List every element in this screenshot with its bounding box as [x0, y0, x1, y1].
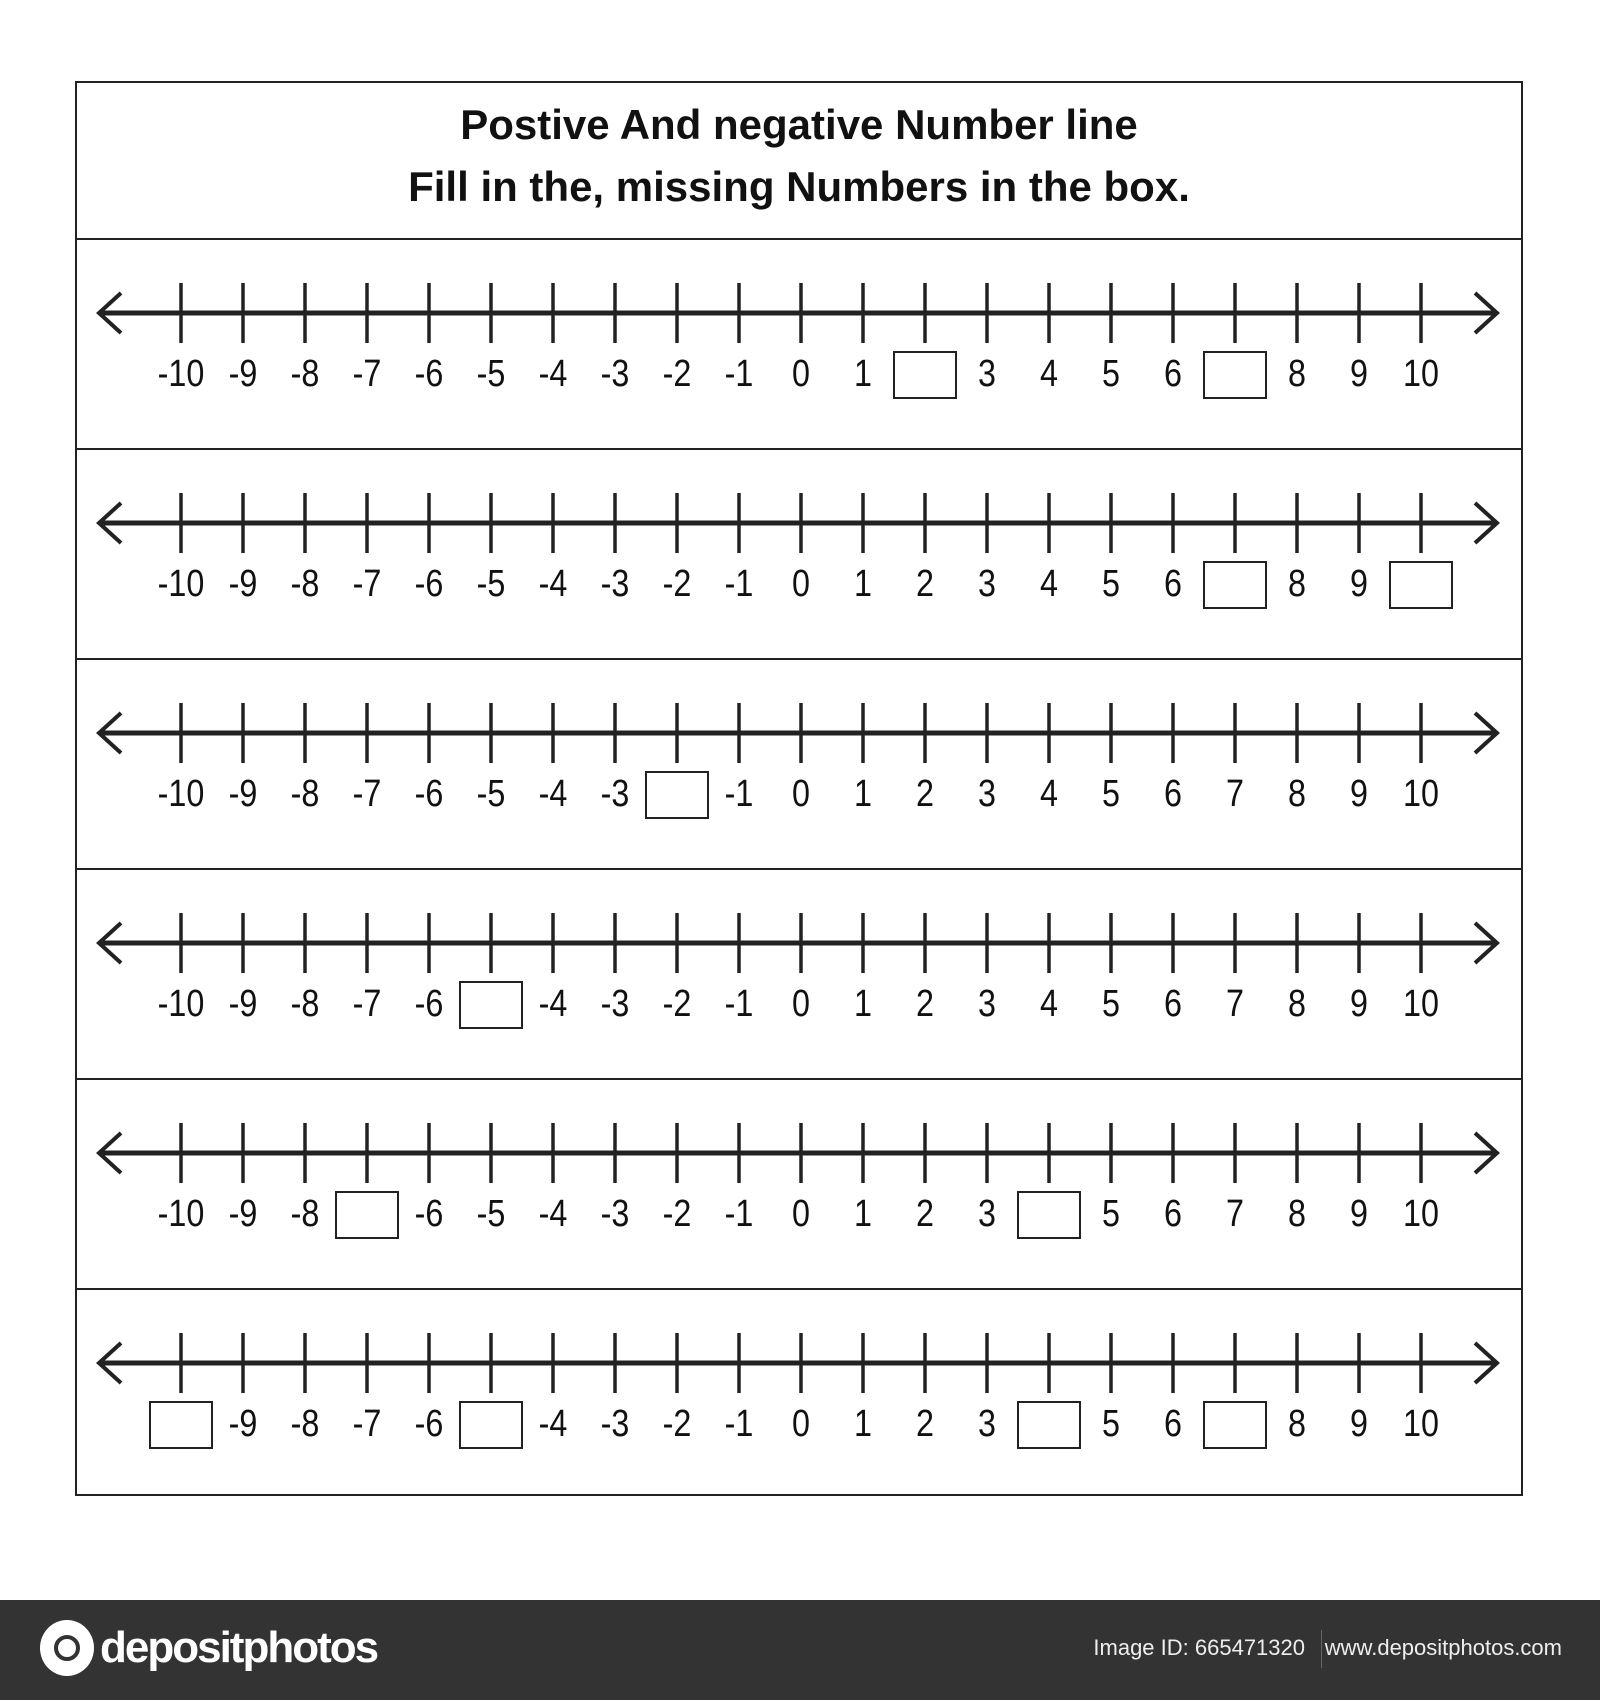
number-line-row [77, 450, 1521, 660]
tick-label: -5 [476, 1193, 506, 1235]
number-line [77, 450, 1521, 560]
tick-label: 8 [1288, 1193, 1306, 1235]
tick-label: 8 [1288, 1403, 1306, 1445]
tick-label: -4 [538, 983, 568, 1025]
tick-label: 1 [854, 353, 872, 395]
tick-label: -7 [352, 773, 382, 815]
tick-label: 6 [1164, 353, 1182, 395]
tick-label: -3 [600, 1193, 630, 1235]
tick-label: 7 [1226, 773, 1244, 815]
tick-label: -4 [538, 1403, 568, 1445]
tick-label: 3 [978, 353, 996, 395]
answer-box[interactable] [1203, 1401, 1267, 1449]
answer-box[interactable] [459, 981, 523, 1029]
tick-label: -2 [662, 563, 692, 605]
tick-label: -10 [157, 773, 205, 815]
tick-label: 10 [1403, 773, 1439, 815]
tick-label: 2 [916, 563, 934, 605]
image-id: Image ID: 665471320 [1093, 1635, 1305, 1660]
tick-label: 8 [1288, 353, 1306, 395]
number-line-row [77, 1290, 1521, 1500]
number-line [77, 870, 1521, 980]
tick-label: -5 [476, 353, 506, 395]
tick-label: 5 [1102, 353, 1120, 395]
tick-label: 9 [1350, 1403, 1368, 1445]
tick-label: -8 [290, 773, 320, 815]
tick-label: 4 [1040, 563, 1058, 605]
tick-label: -4 [538, 353, 568, 395]
footer-divider [1321, 1630, 1322, 1668]
tick-label: -7 [352, 1403, 382, 1445]
tick-label: -8 [290, 563, 320, 605]
tick-label: 2 [916, 1193, 934, 1235]
tick-label: -8 [290, 1193, 320, 1235]
answer-box[interactable] [459, 1401, 523, 1449]
tick-label: -7 [352, 563, 382, 605]
tick-label: 2 [916, 1403, 934, 1445]
tick-label: 1 [854, 983, 872, 1025]
tick-label: 1 [854, 773, 872, 815]
tick-label: -7 [352, 983, 382, 1025]
depositphotos-logo [40, 1620, 377, 1676]
number-line [77, 240, 1521, 350]
answer-box[interactable] [893, 351, 957, 399]
tick-label: 10 [1403, 1403, 1439, 1445]
tick-label: 5 [1102, 1403, 1120, 1445]
tick-label: 8 [1288, 983, 1306, 1025]
answer-box[interactable] [1389, 561, 1453, 609]
tick-label: 9 [1350, 1193, 1368, 1235]
answer-box[interactable] [335, 1191, 399, 1239]
answer-box[interactable] [1017, 1401, 1081, 1449]
tick-label: 0 [792, 1193, 810, 1235]
site-url: www.depositphotos.com [1324, 1635, 1562, 1660]
tick-label: 6 [1164, 1193, 1182, 1235]
tick-label: -9 [228, 563, 258, 605]
tick-label: -1 [724, 1193, 754, 1235]
tick-label: -10 [157, 353, 205, 395]
tick-label: 10 [1403, 983, 1439, 1025]
tick-label: -3 [600, 1403, 630, 1445]
number-line [77, 1080, 1521, 1190]
camera-icon [40, 1620, 94, 1676]
worksheet-title [77, 83, 1521, 240]
tick-label: -4 [538, 563, 568, 605]
number-line-row [77, 660, 1521, 870]
tick-label: 9 [1350, 983, 1368, 1025]
tick-label: 10 [1403, 1193, 1439, 1235]
tick-label: -10 [157, 983, 205, 1025]
tick-label: 3 [978, 1193, 996, 1235]
tick-label: -6 [414, 353, 444, 395]
answer-box[interactable] [149, 1401, 213, 1449]
tick-label: -7 [352, 353, 382, 395]
tick-label: 1 [854, 563, 872, 605]
tick-label: -6 [414, 1193, 444, 1235]
answer-box[interactable] [1203, 561, 1267, 609]
tick-label: -10 [157, 1193, 205, 1235]
tick-label: 6 [1164, 983, 1182, 1025]
tick-label: -4 [538, 1193, 568, 1235]
tick-label: -3 [600, 353, 630, 395]
tick-label: -5 [476, 773, 506, 815]
number-line-row [77, 1080, 1521, 1290]
tick-label: 10 [1403, 353, 1439, 395]
tick-label: 3 [978, 563, 996, 605]
tick-label: 9 [1350, 773, 1368, 815]
tick-label: -3 [600, 983, 630, 1025]
title-line-2: Fill in the, missing Numbers in the box. [408, 163, 1190, 210]
tick-label: -9 [228, 1403, 258, 1445]
tick-label: 0 [792, 983, 810, 1025]
tick-label: 3 [978, 773, 996, 815]
tick-label: 5 [1102, 773, 1120, 815]
tick-label: 8 [1288, 563, 1306, 605]
number-line-row [77, 870, 1521, 1080]
tick-label: -2 [662, 1403, 692, 1445]
tick-label: -9 [228, 353, 258, 395]
tick-label: 8 [1288, 773, 1306, 815]
worksheet [75, 81, 1523, 1496]
tick-label: 9 [1350, 353, 1368, 395]
tick-label: -1 [724, 773, 754, 815]
tick-label: 3 [978, 1403, 996, 1445]
tick-label: -6 [414, 983, 444, 1025]
footer-bar [0, 1600, 1600, 1700]
tick-label: -8 [290, 983, 320, 1025]
answer-box[interactable] [1203, 351, 1267, 399]
tick-label: -2 [662, 1193, 692, 1235]
tick-label: 9 [1350, 563, 1368, 605]
tick-label: -10 [157, 563, 205, 605]
tick-label: -6 [414, 1403, 444, 1445]
tick-label: -1 [724, 563, 754, 605]
tick-label: 5 [1102, 983, 1120, 1025]
tick-label: -4 [538, 773, 568, 815]
title-line-1: Postive And negative Number line [460, 101, 1138, 148]
tick-label: 0 [792, 773, 810, 815]
number-line [77, 1290, 1521, 1400]
tick-label: -2 [662, 983, 692, 1025]
tick-label: 0 [792, 1403, 810, 1445]
tick-label: 5 [1102, 1193, 1120, 1235]
tick-label: -6 [414, 773, 444, 815]
tick-label: 7 [1226, 983, 1244, 1025]
tick-label: -6 [414, 563, 444, 605]
tick-label: -8 [290, 1403, 320, 1445]
tick-label: -1 [724, 353, 754, 395]
tick-label: -3 [600, 773, 630, 815]
tick-label: 1 [854, 1403, 872, 1445]
tick-label: 6 [1164, 773, 1182, 815]
logo-text: depositphotos [100, 1623, 378, 1672]
number-line [77, 660, 1521, 770]
tick-label: 2 [916, 983, 934, 1025]
tick-label: 4 [1040, 773, 1058, 815]
tick-label: 4 [1040, 983, 1058, 1025]
tick-label: 7 [1226, 1193, 1244, 1235]
tick-label: -3 [600, 563, 630, 605]
tick-label: 3 [978, 983, 996, 1025]
tick-label: -9 [228, 983, 258, 1025]
tick-label: 6 [1164, 1403, 1182, 1445]
tick-label: 0 [792, 563, 810, 605]
tick-label: 2 [916, 773, 934, 815]
tick-label: -8 [290, 353, 320, 395]
tick-label: -2 [662, 353, 692, 395]
tick-label: 4 [1040, 353, 1058, 395]
number-line-row [77, 240, 1521, 450]
tick-label: -5 [476, 563, 506, 605]
tick-label: -1 [724, 983, 754, 1025]
answer-box[interactable] [1017, 1191, 1081, 1239]
tick-label: -1 [724, 1403, 754, 1445]
answer-box[interactable] [645, 771, 709, 819]
tick-label: -9 [228, 1193, 258, 1235]
tick-label: 0 [792, 353, 810, 395]
tick-label: 1 [854, 1193, 872, 1235]
tick-label: -9 [228, 773, 258, 815]
tick-label: 6 [1164, 563, 1182, 605]
tick-label: 5 [1102, 563, 1120, 605]
